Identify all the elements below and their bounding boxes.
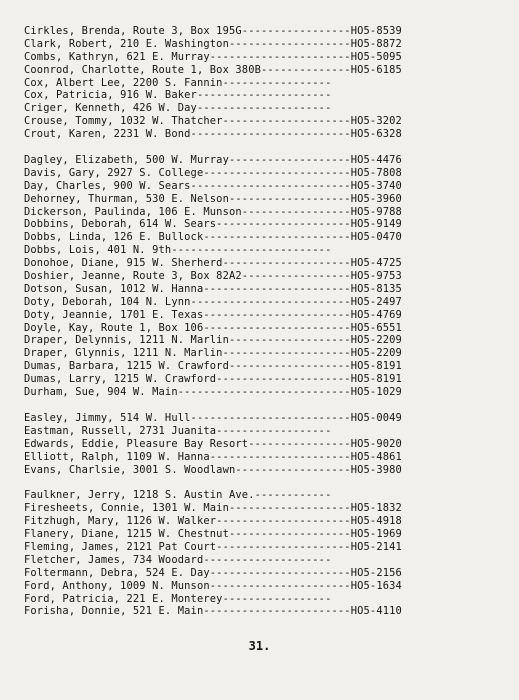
entry-dehorney-thurman: Dehorney, Thurman, 530 E. Nelson-------------------HO5-3960	[24, 192, 402, 205]
entry-draper-delynnis: Draper, Delynnis, 1211 N. Marlin-------------------HO5-2209	[24, 334, 402, 347]
entry-elliott-ralph: Elliott, Ralph, 1109 W. Hanna----------------------HO5-4861	[24, 450, 402, 463]
entry-faulkner-jerry: Faulkner, Jerry, 1218 S. Austin Ave.------------	[24, 489, 332, 502]
entry-firesheets-connie: Firesheets, Connie, 1301 W. Main-------------------HO5-1832	[24, 502, 402, 515]
entry-clark-robert: Clark, Robert, 210 E. Washington-------------------HO5-8872	[24, 37, 402, 50]
entry-dumas-barbara: Dumas, Barbara, 1215 W. Crawford-------------------HO5-8191	[24, 360, 402, 373]
entry-flanery-diane: Flanery, Diane, 1215 W. Chestnut-------------------HO5-1969	[24, 528, 402, 541]
group-c	[24, 25, 494, 141]
entry-eastman-russell: Eastman, Russell, 2731 Juanita------------------	[24, 424, 332, 437]
entry-doshier-jeanne: Doshier, Jeanne, Route 3, Box 82A2-----------------HO5-9753	[24, 270, 402, 283]
entry-dickerson-paulinda: Dickerson, Paulinda, 106 E. Munson-----------------HO5-9788	[24, 205, 402, 218]
entry-dobbins-deborah: Dobbins, Deborah, 614 W. Sears---------------------HO5-9149	[24, 218, 402, 231]
entry-coonrod-charlotte: Coonrod, Charlotte, Route 1, Box 380B--------------HO5-6185	[24, 63, 402, 76]
page-number: 31.	[248, 639, 271, 653]
group-f	[24, 489, 494, 618]
entry-draper-glynnis: Draper, Glynnis, 1211 N. Marlin--------------------HO5-2209	[24, 347, 402, 360]
entry-ford-anthony: Ford, Anthony, 1009 N. Munson----------------------HO5-1634	[24, 579, 402, 592]
entry-crouse-tommy: Crouse, Tommy, 1032 W. Thatcher--------------------HO5-3202	[24, 115, 402, 128]
entry-ford-patricia: Ford, Patricia, 221 E. Monterey-----------------	[24, 592, 332, 605]
entry-combs-kathryn: Combs, Kathryn, 621 E. Murray----------------------HO5-5095	[24, 50, 402, 63]
entry-donohoe-diane: Donohoe, Diane, 915 W. Sherherd--------------------HO5-4725	[24, 257, 402, 270]
entry-crout-karen: Crout, Karen, 2231 W. Bond-------------------------HO5-6328	[24, 128, 402, 141]
entry-dobbs-linda: Dobbs, Linda, 126 E. Bullock-----------------------HO5-0470	[24, 231, 402, 244]
entry-edwards-eddie: Edwards, Eddie, Pleasure Bay Resort----------------HO5-9020	[24, 437, 402, 450]
entry-doyle-kay: Doyle, Kay, Route 1, Box 106-----------------------HO5-6551	[24, 321, 402, 334]
entry-davis-gary: Davis, Gary, 2927 S. College-----------------------HO5-7808	[24, 166, 402, 179]
entry-doty-deborah: Doty, Deborah, 104 N. Lynn-------------------------HO5-2497	[24, 295, 402, 308]
entry-fitzhugh-mary: Fitzhugh, Mary, 1126 W. Walker---------------------HO5-4918	[24, 515, 402, 528]
entry-dumas-larry: Dumas, Larry, 1215 W. Crawford---------------------HO5-8191	[24, 373, 402, 386]
entry-dobbs-lois: Dobbs, Lois, 401 N. 9th-------------------------	[24, 244, 332, 257]
entry-forisha-donnie: Forisha, Donnie, 521 E. Main-----------------------HO5-4110	[24, 605, 402, 618]
entry-fletcher-james: Fletcher, James, 734 Woodard--------------------	[24, 553, 332, 566]
entry-evans-charlsie: Evans, Charlsie, 3001 S. Woodlawn------------------HO5-3980	[24, 463, 402, 476]
entry-dagley-elizabeth: Dagley, Elizabeth, 500 W. Murray-------------------HO5-4476	[24, 154, 402, 167]
entry-easley-jimmy: Easley, Jimmy, 514 W. Hull-------------------------HO5-0049	[24, 411, 402, 424]
entry-durham-sue: Durham, Sue, 904 W. Main---------------------------HO5-1029	[24, 386, 402, 399]
directory-listing	[24, 25, 494, 618]
entry-cirkles-brenda: Cirkles, Brenda, Route 3, Box 195G-----------------HO5-8539	[24, 25, 402, 37]
group-spacer	[24, 141, 494, 154]
entry-cox-patricia: Cox, Patricia, 916 W. Baker---------------------	[24, 89, 332, 102]
entry-foltermann-debra: Foltermann, Debra, 524 E. Day----------------------HO5-2156	[24, 566, 402, 579]
group-d	[24, 154, 494, 399]
group-spacer	[24, 399, 494, 412]
entry-criger-kenneth: Criger, Kenneth, 426 W. Day---------------------	[24, 102, 332, 115]
entry-day-charles: Day, Charles, 900 W. Sears-------------------------HO5-3740	[24, 179, 402, 192]
entry-dotson-susan: Dotson, Susan, 1012 W. Hanna-----------------------HO5-8135	[24, 282, 402, 295]
group-spacer	[24, 476, 494, 489]
entry-fleming-james: Fleming, James, 2121 Pat Court---------------------HO5-2141	[24, 540, 402, 553]
entry-doty-jeannie: Doty, Jeannie, 1701 E. Texas-----------------------HO5-4769	[24, 308, 402, 321]
group-e	[24, 412, 494, 476]
entry-cox-albert-lee: Cox, Albert Lee, 2200 S. Fannin-----------------	[24, 76, 332, 89]
